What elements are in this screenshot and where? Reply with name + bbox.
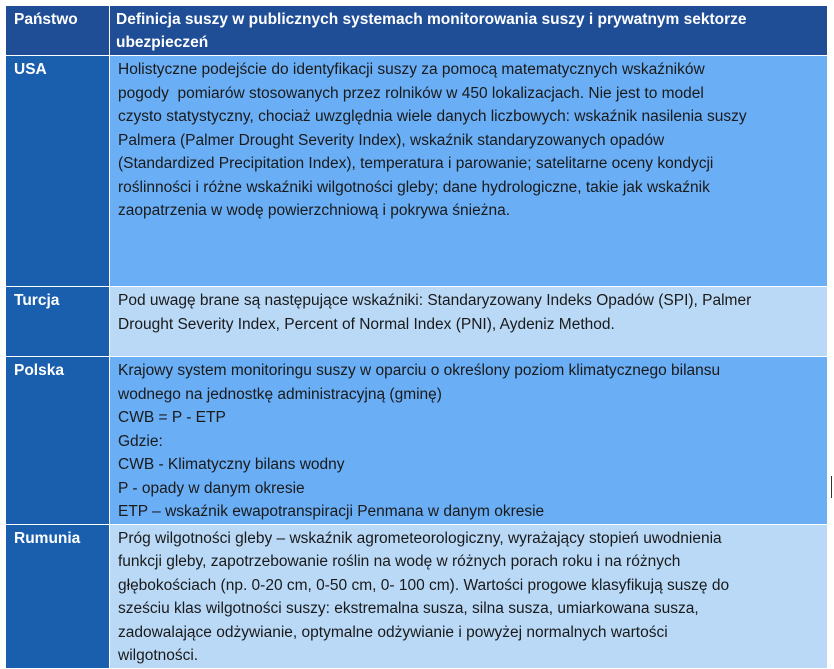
definition-line: czysto statystyczny, chociaż uwzględnia wiele danych liczbowych: wskaźnik nasilenia suszy [118,108,747,125]
definition-line: roślinności i różne wskaźniki wilgotności gleby; dane hydrologiczne, takie jak wskaźnik [118,178,710,196]
table-row [6,56,828,287]
definition-line: CWB - Klimatyczny bilans wodny [118,456,345,473]
country-cell [6,287,110,357]
definition-cell [110,287,828,357]
country-cell [6,357,110,525]
definition-line: pogody pomiarów stosowanych przez rolników w 450 lokalizacjach. Nie jest to model [118,84,704,102]
definition-cell [110,524,828,668]
definition-cell [110,357,828,525]
definition-line: Krajowy system monitoringu suszy w oparciu o określony poziom klimatycznego bilansu [118,362,721,379]
table-row [6,524,828,668]
header-definition-line: ubezpieczeń [116,34,209,51]
definition-line: ETP – wskaźnik ewapotranspiracji Penmana w danym okresie [118,503,545,520]
text-cursor [831,476,832,498]
drought-definitions-table [5,5,828,669]
definition-line: Próg wilgotności gleby – wskaźnik agrometeorologiczny, wyrażający stopień uwodnienia [118,529,722,547]
definition-line: Gdzie: [118,432,163,450]
definition-line: CWB = P - ETP [118,409,226,426]
table-row [6,287,828,357]
country-name: Rumunia [14,529,81,547]
definition-line: Palmera (Palmer Drought Severity Index), wskaźnik standaryzowanych opadów [118,131,665,149]
definition-line: zaopatrzenia w wodę powierzchniową i pokrywa śnieżna. [118,202,511,219]
country-name: USA [14,61,47,78]
definition-line: Holistyczne podejście do identyfikacji suszy za pomocą matematycznych wskaźników [118,61,705,78]
country-cell [6,56,110,287]
definition-line: funkcji gleby, zapotrzebowanie roślin na wodę w różnych porach roku i na różnych [118,553,681,570]
header-definition-line: Definicja suszy w publicznych systemach monitorowania suszy i prywatnym sektorze [116,11,747,28]
definition-line: zadowalające odżywianie, optymalne odżywianie i powyżej normalnych wartości [118,623,668,641]
table-header-row [6,6,828,56]
definition-line: wodnego na jednostkę administracyjną (gminę) [118,385,442,403]
definition-line: (Standardized Precipitation Index), temperatura i parowanie; satelitarne oceny kondycji [118,155,714,172]
definition-line: P - opady w danym okresie [118,479,305,497]
table-row [6,357,828,525]
header-country-label: Państwo [14,11,78,28]
definition-cell [110,56,828,287]
definition-line: wilgotności. [118,647,199,664]
header-definition [110,6,828,56]
country-name: Polska [14,362,64,379]
header-country [6,6,110,56]
country-name: Turcja [14,292,60,309]
definition-line: sześciu klas wilgotności suszy: ekstremalna susza, silna susza, umiarkowana susza, [118,600,699,617]
definition-line: głębokościach (np. 0-20 cm, 0-50 cm, 0- 100 cm). Wartości progowe klasyfikują suszę do [118,576,730,594]
country-cell [6,524,110,668]
definition-line: Drought Severity Index, Percent of Normal Index (PNI), Aydeniz Method. [118,315,615,333]
definition-line: Pod uwagę brane są następujące wskaźniki: Standaryzowany Indeks Opadów (SPI), Palmer [118,292,752,309]
